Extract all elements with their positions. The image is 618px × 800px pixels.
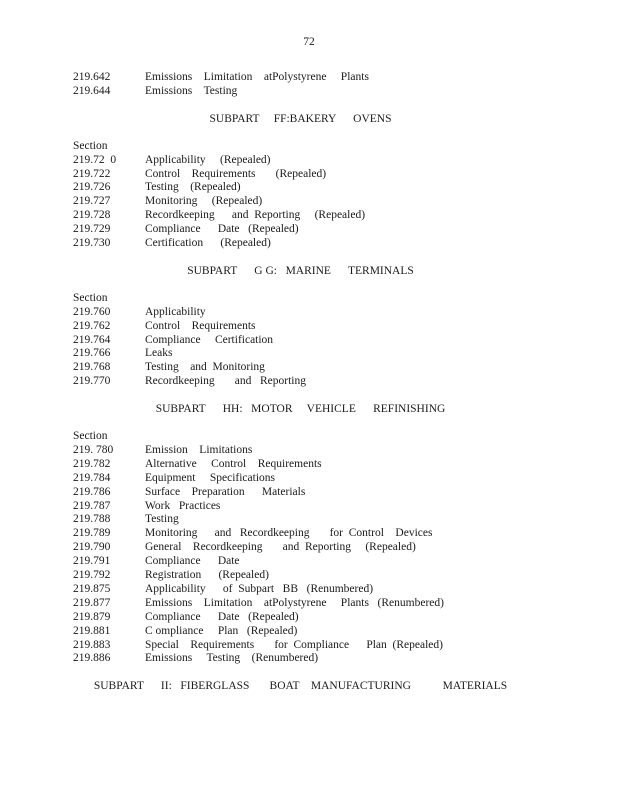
toc-row: [73, 652, 573, 666]
toc-row: [73, 555, 573, 569]
section-title: Registration (Repealed): [145, 569, 269, 582]
section-number: 219.790: [73, 541, 111, 554]
toc-row: [73, 375, 573, 389]
section-number: 219.728: [73, 209, 111, 222]
subpart-heading-ff: SUBPART FF:BAKERY OVENS: [209, 112, 392, 125]
toc-row: [73, 444, 573, 458]
section-title: Testing: [145, 513, 179, 526]
toc-row: [73, 181, 573, 195]
toc-row: [73, 306, 573, 320]
toc-row: [73, 458, 573, 472]
toc-row: [73, 347, 573, 361]
section-title: Applicability: [145, 305, 206, 318]
toc-row: [73, 639, 573, 653]
section-label: Section: [73, 291, 108, 304]
section-number: 219.730: [73, 237, 111, 250]
toc-row: [73, 334, 573, 348]
section-number: 219.879: [73, 610, 111, 623]
section-title: Surface Preparation Materials: [145, 485, 306, 498]
section-number: 219.760: [73, 305, 111, 318]
section-number: 219.782: [73, 457, 111, 470]
section-number: 219.729: [73, 223, 111, 236]
section-number: 219.792: [73, 569, 111, 582]
toc-row: [73, 195, 573, 209]
section-title: Equipment Specifications: [145, 471, 275, 484]
toc-row: [73, 209, 573, 223]
section-number: 219. 780: [73, 444, 114, 457]
section-number: 219.764: [73, 333, 111, 346]
section-title: Testing and Monitoring: [145, 361, 265, 374]
section-title: Monitoring and Recordkeeping for Control Devices: [145, 527, 433, 540]
section-title: Emissions Testing: [145, 84, 238, 97]
toc-row: [73, 154, 573, 168]
section-title: Compliance Date: [145, 555, 240, 568]
section-number: 219.784: [73, 471, 111, 484]
section-label: Section: [73, 430, 108, 443]
section-title: Testing (Repealed): [145, 181, 241, 194]
toc-row: [73, 569, 573, 583]
page-number: 72: [303, 36, 315, 48]
section-title: Emission Limitations: [145, 444, 253, 457]
section-title: Special Requirements for Compliance Plan (Repealed): [145, 638, 443, 651]
section-number: 219.768: [73, 361, 111, 374]
section-title: Emissions Limitation atPolystyrene Plants: [145, 71, 369, 83]
section-number: 219.770: [73, 375, 111, 388]
section-title: Compliance Certification: [145, 333, 274, 346]
section-title: Compliance Date (Repealed): [145, 223, 299, 236]
section-title: Leaks: [145, 347, 173, 360]
toc-row: [73, 611, 573, 625]
toc-row: [73, 597, 573, 611]
section-number: 219.881: [73, 624, 111, 637]
section-number: 219.788: [73, 513, 111, 526]
section-number: 219.875: [73, 582, 111, 595]
section-label: Section: [73, 139, 108, 152]
section-title: Recordkeeping and Reporting (Repealed): [145, 209, 366, 222]
subpart-heading-ii: SUBPART II: FIBERGLASS BOAT MANUFACTURING MATERIALS: [93, 680, 508, 693]
section-number: 219.72 0: [73, 153, 117, 166]
subpart-heading-gg: SUBPART G G: MARINE TERMINALS: [187, 264, 414, 277]
toc-row: [73, 513, 573, 527]
section-title: Monitoring (Repealed): [145, 195, 263, 208]
toc-row: [73, 168, 573, 182]
section-title: Recordkeeping and Reporting: [145, 375, 306, 388]
toc-row: [73, 486, 573, 500]
section-title: Alternative Control Requirements: [145, 457, 322, 470]
toc-row: [73, 625, 573, 639]
intro-section: [73, 71, 573, 99]
section-number: 219.766: [73, 347, 111, 360]
toc-row: [73, 237, 573, 251]
section-title: C ompliance Plan (Repealed): [145, 624, 298, 637]
section-title: Work Practices: [145, 499, 221, 512]
section-title: Certification (Repealed): [145, 237, 271, 250]
toc-content: [73, 71, 573, 707]
section-number: 219.727: [73, 195, 111, 208]
section-number: 219.883: [73, 638, 111, 651]
section-number: 219.877: [73, 596, 111, 609]
section-number: 219.722: [73, 167, 111, 180]
section-number: 219.644: [73, 84, 111, 97]
section-number: 219.886: [73, 652, 111, 665]
section-title: Applicability of Subpart BB (Renumbered): [145, 582, 374, 595]
section-number: 219.787: [73, 499, 111, 512]
section-title: Control Requirements (Repealed): [145, 167, 327, 180]
section-title: Control Requirements: [145, 319, 256, 332]
section-number: 219.642: [73, 71, 111, 83]
toc-row: [73, 223, 573, 237]
section-number: 219.762: [73, 319, 111, 332]
section-number: 219.786: [73, 485, 111, 498]
section-number: 219.791: [73, 555, 111, 568]
section-title: Compliance Date (Repealed): [145, 610, 299, 623]
section-title: General Recordkeeping and Reporting (Repealed): [145, 541, 416, 554]
section-title: Applicability (Repealed): [145, 153, 271, 166]
section-number: 219.789: [73, 527, 111, 540]
toc-row: [73, 361, 573, 375]
toc-row: [73, 71, 573, 85]
section-title: Emissions Limitation atPolystyrene Plants (Renumbered): [145, 596, 444, 609]
section-title: Emissions Testing (Renumbered): [145, 652, 319, 665]
toc-row: [73, 320, 573, 334]
toc-row: [73, 500, 573, 514]
toc-row: [73, 541, 573, 555]
toc-row: [73, 85, 573, 99]
toc-row: [73, 472, 573, 486]
subpart-heading-hh: SUBPART HH: MOTOR VEHICLE REFINISHING: [155, 403, 446, 416]
toc-row: [73, 527, 573, 541]
toc-row: [73, 583, 573, 597]
section-number: 219.726: [73, 181, 111, 194]
